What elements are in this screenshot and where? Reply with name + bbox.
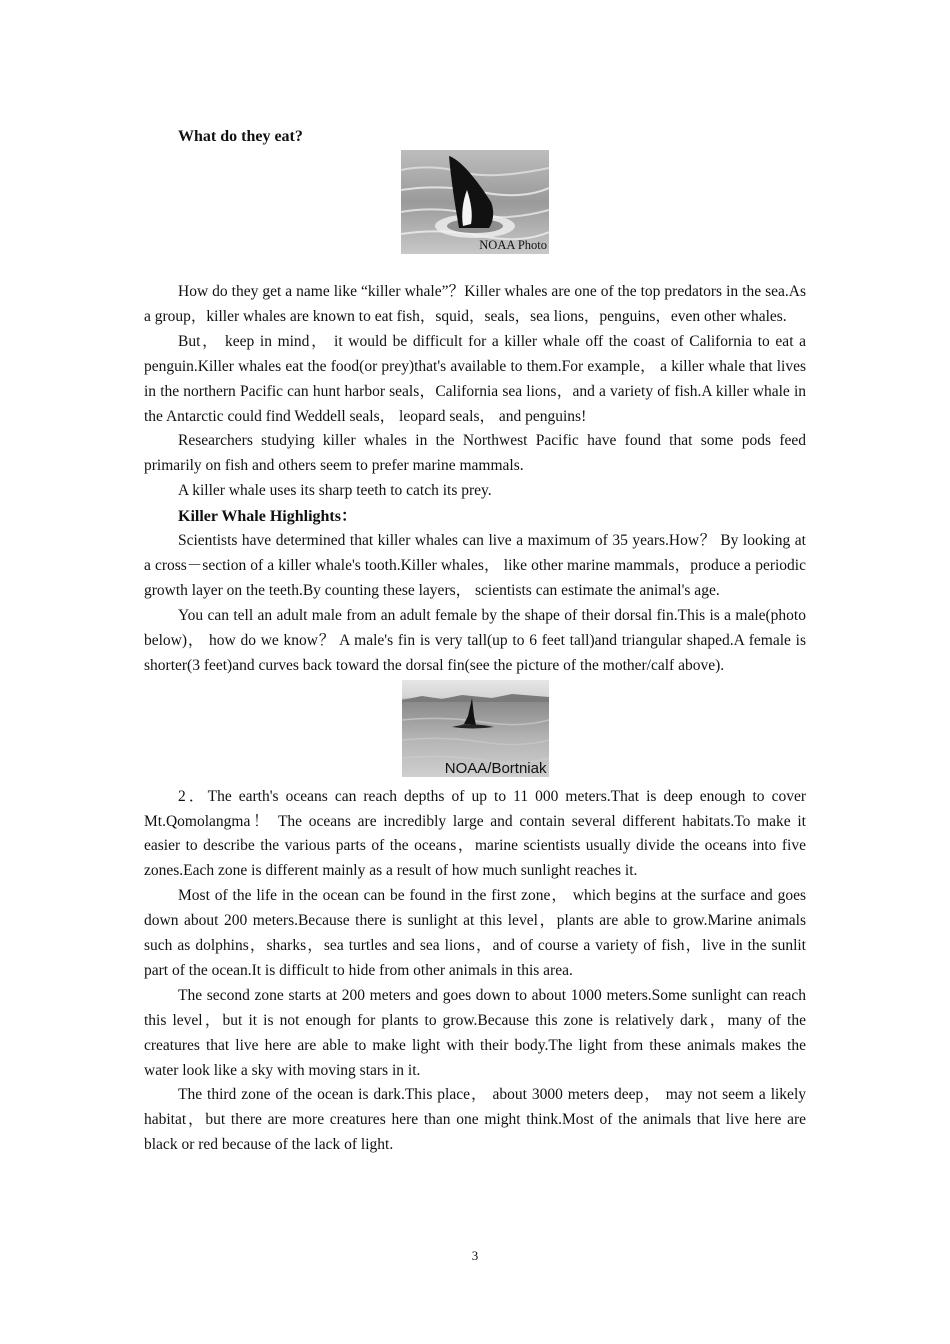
paragraph: Researchers studying killer whales in the Northwest Pacific have found that some pods feed primarily on fish and others seem to prefer marine mammals. [144, 432, 806, 475]
highlights-title: Killer Whale Highlights： [178, 508, 357, 526]
document-page [144, 124, 806, 1158]
figure-dorsal-fin-photo [402, 680, 549, 777]
figure-orca-photo [401, 150, 549, 254]
figure1-credit: NOAA Photo [479, 238, 547, 252]
paragraph: 2．The earth's oceans can reach depths of up to 11 000 meters.That is deep enough to cover Mt.Qomolangma！ The oceans are incredibly large and contain several different habitats.To make it easier to describe the various parts of the oceans，marine scientists usually divide the oceans into five zones.Each zone is different mainly as a result of how much sunlight reaches it. [144, 787, 806, 880]
paragraph: How do they get a name like “killer whale”？Killer whales are one of the top predators in the sea.As a group，killer whales are known to eat fish，squid，seals，sea lions，penguins，even other whales. [144, 283, 806, 325]
figure2-credit: NOAA/Bortniak [444, 759, 547, 777]
paragraph: Scientists have determined that killer whales can live a maximum of 35 years.How？ By looking at a cross－section of a killer whale's tooth.Killer whales， like other marine mammals，produce a periodic growth layer on the teeth.By counting these layers， scientists can estimate the animal's age. [144, 532, 806, 599]
paragraph: But， keep in mind， it would be difficult for a killer whale off the coast of California to eat a penguin.Killer whales eat the food(or prey)that's available to them.For example， a killer whale that lives in the northern Pacific can hunt harbor seals，California sea lions，and a variety of fish.A killer whale in the Antarctic could find Weddell seals， leopard seals， and penguins! [144, 332, 806, 425]
page-number: 3 [471, 1248, 479, 1263]
section-title: What do they eat? [178, 128, 303, 145]
paragraph: The third zone of the ocean is dark.This place， about 3000 meters deep， may not seem a likely habitat，but there are more creatures here than one might think.Most of the animals that live here are black or red because of the lack of light. [144, 1086, 806, 1154]
paragraph: Most of the life in the ocean can be found in the first zone， which begins at the surface and goes down about 200 meters.Because there is sunlight at this level，plants are able to grow.Marine animals such as dolphins，sharks，sea turtles and sea lions，and of course a variety of fish，live in the sunlit part of the ocean.It is difficult to hide from other animals in this area. [144, 887, 806, 979]
paragraph: A killer whale uses its sharp teeth to catch its prey. [178, 482, 492, 500]
paragraph: The second zone starts at 200 meters and goes down to about 1000 meters.Some sunlight can reach this level，but it is not enough for plants to grow.Because this zone is relatively dark，many of the creatures that live here are able to make light with their body.The light from these animals makes the water look like a sky with moving stars in it. [144, 986, 806, 1079]
paragraph: You can tell an adult male from an adult female by the shape of their dorsal fin.This is a male(photo below)， how do we know？ A male's fin is very tall(up to 6 feet tall)and triangular shaped.A female is shorter(3 feet)and curves back toward the dorsal fin(see the picture of the mother/calf above). [144, 606, 806, 674]
